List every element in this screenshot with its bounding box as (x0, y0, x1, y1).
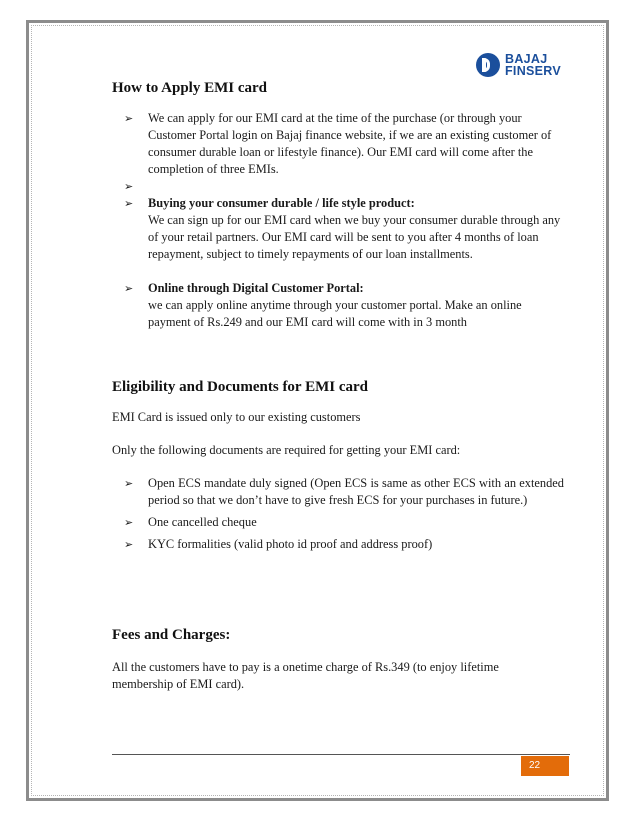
eligibility-paragraph: EMI Card is issued only to our existing customers (112, 410, 361, 424)
list-item-title: Buying your consumer durable / life style product: (148, 196, 415, 210)
arrow-bullet-icon: ➢ (124, 477, 134, 490)
logo-line-1: BAJAJ (505, 52, 548, 66)
bajaj-logo-icon (476, 53, 500, 77)
section-heading-apply: How to Apply EMI card (112, 80, 268, 96)
list-item-text: One cancelled cheque (148, 515, 257, 529)
arrow-bullet-icon: ➢ (124, 197, 134, 210)
list-item (112, 280, 564, 331)
documents-list (112, 475, 564, 553)
logo-text (505, 53, 561, 77)
section-heading-eligibility: Eligibility and Documents for EMI card (112, 379, 368, 395)
apply-list (112, 110, 564, 331)
list-item-text: Open ECS mandate duly signed (Open ECS is same as other ECS with an extended period so that we don’t have to give fresh ECS for your purchases in future.) (148, 476, 564, 507)
bajaj-finserv-logo (476, 50, 572, 80)
list-item (112, 475, 564, 509)
list-item-text: We can sign up for our EMI card when we buy your consumer durable through any of your retail partners. Our EMI card will be sent to you after 4 months of loan repayment, subject to timely repayments of our loan installments. (148, 213, 561, 261)
list-item-text: KYC formalities (valid photo id proof and address proof) (148, 537, 433, 551)
document-body (112, 78, 564, 693)
list-item-text: We can apply for our EMI card at the time of the purchase (or through your Customer Portal login on Bajaj finance website, if we are an existing customer of consumer durable loan or lifestyle finance). Our EMI card will come after the completion of three EMIs. (148, 111, 552, 176)
arrow-bullet-icon: ➢ (124, 538, 134, 551)
footer-divider (112, 754, 570, 755)
list-item (112, 536, 564, 553)
list-item (112, 178, 564, 195)
arrow-bullet-icon: ➢ (124, 282, 134, 295)
arrow-bullet-icon: ➢ (124, 112, 134, 125)
arrow-bullet-icon: ➢ (124, 516, 134, 529)
arrow-bullet-icon: ➢ (124, 180, 134, 193)
section-heading-fees: Fees and Charges: (112, 627, 231, 643)
page-number: 22 (521, 756, 569, 776)
documents-paragraph: Only the following documents are required for getting your EMI card: (112, 443, 461, 457)
list-item-text: we can apply online anytime through your customer portal. Make an online payment of Rs.249 and our EMI card will come with in 3 month (148, 298, 522, 329)
list-item (112, 195, 564, 263)
list-item (112, 514, 564, 531)
list-item (112, 110, 564, 178)
list-item-title: Online through Digital Customer Portal: (148, 281, 364, 295)
logo-line-2: FINSERV (505, 64, 562, 78)
fees-paragraph: All the customers have to pay is a onetime charge of Rs.349 (to enjoy lifetime membership of EMI card). (112, 660, 499, 691)
